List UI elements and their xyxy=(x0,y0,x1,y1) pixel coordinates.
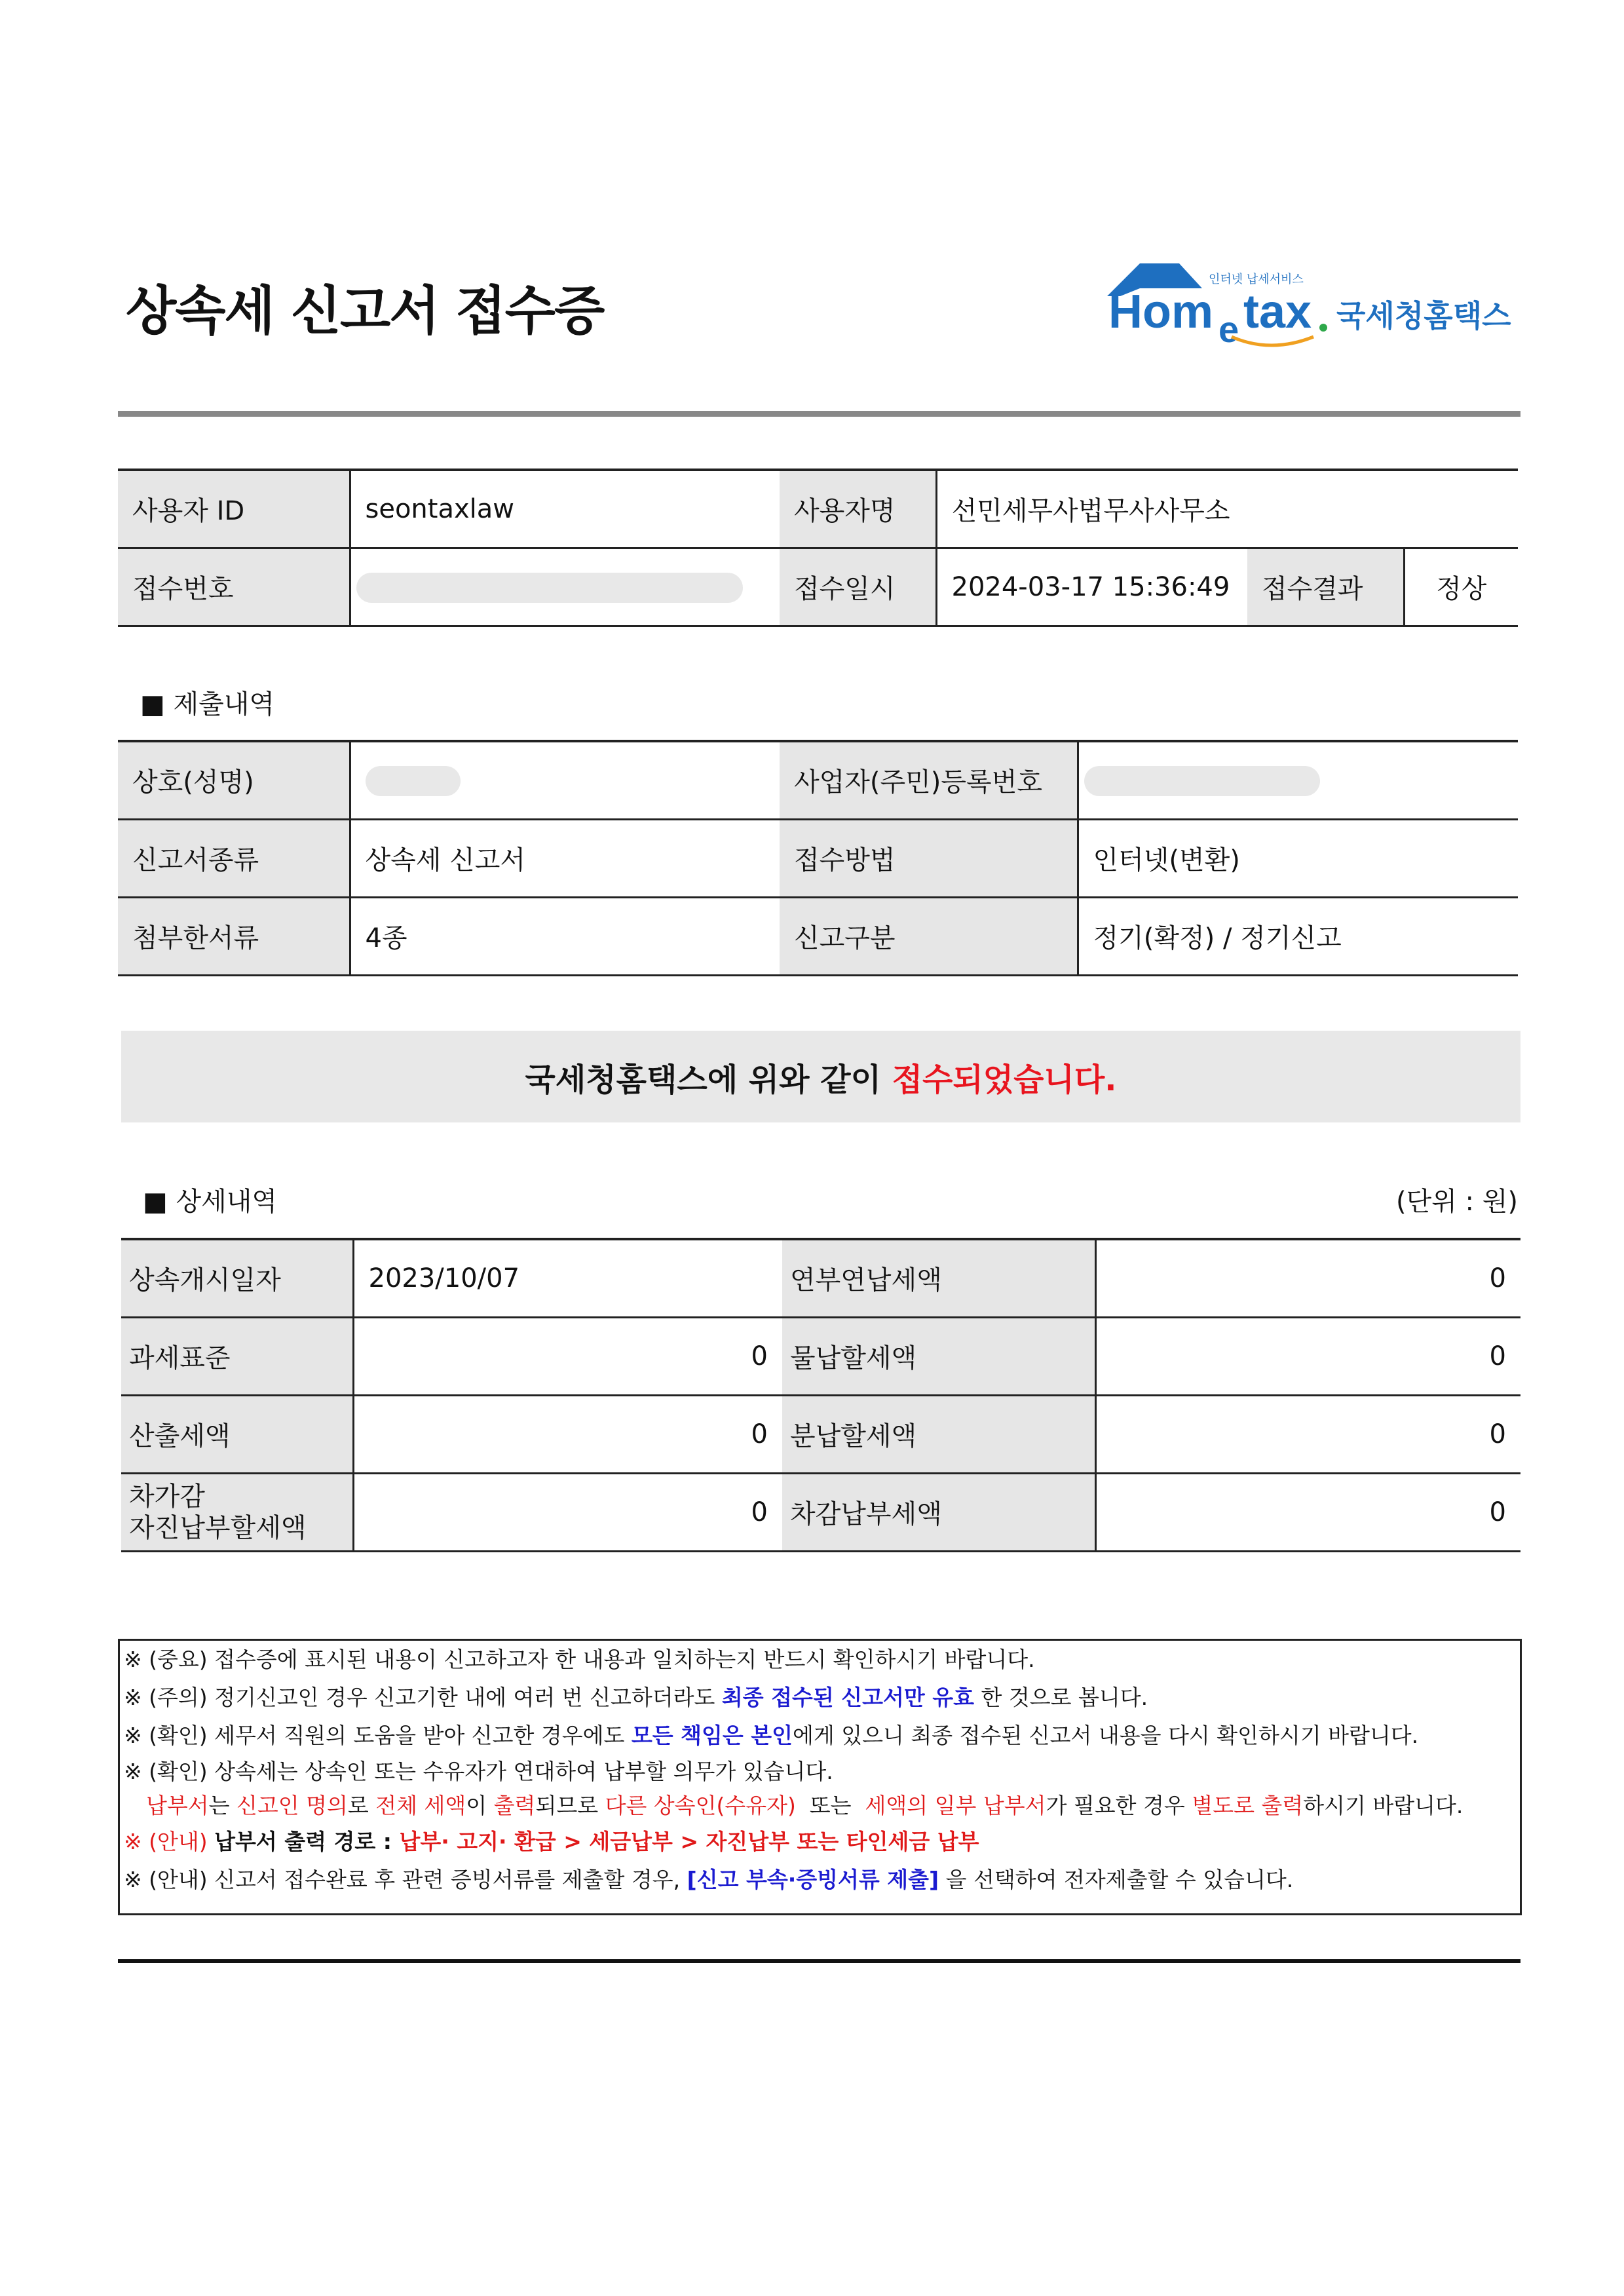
self-pay-tax-label xyxy=(121,1473,353,1551)
note-confirm-2: ※ (확인) 상속세는 상속인 또는 수유자가 연대하여 납부할 의무가 있습니다. xyxy=(124,1759,833,1784)
tax-base-value: 0 xyxy=(353,1317,782,1395)
method-value: 인터넷(변환) xyxy=(1078,819,1518,897)
user-id-value: seontaxlaw xyxy=(350,470,780,548)
note-payment-slip-part: 이 xyxy=(466,1793,494,1818)
net-pay-tax-value: 0 xyxy=(1095,1473,1520,1551)
tax-base-label: 과세표준 xyxy=(121,1317,353,1395)
note-caution xyxy=(120,1679,1520,1717)
unit-label: (단위 : 원) xyxy=(1395,1187,1518,1217)
category-value: 정기(확정) / 정기신고 xyxy=(1078,897,1518,975)
note-payment-slip-part: 별도로 출력 xyxy=(1192,1793,1304,1818)
note-confirm-1-end: 에게 있으니 최종 접수된 신고서 내용을 다시 확인하시기 바랍니다. xyxy=(793,1723,1419,1748)
note-payment-slip-part: 출력 xyxy=(493,1793,536,1818)
note-evidence xyxy=(120,1861,1520,1899)
submission-heading: ■ 제출내역 xyxy=(140,689,275,719)
note-payment-slip-part: 로 xyxy=(347,1793,376,1818)
svg-text:tax: tax xyxy=(1243,286,1312,338)
redacted-name xyxy=(366,766,461,796)
user-name-label: 사용자명 xyxy=(780,470,936,548)
banner-text: 국세청홈택스에 위와 같이 xyxy=(525,1061,892,1098)
note-payment-slip-part: 는 xyxy=(208,1793,237,1818)
note-confirm-1-highlight: 모든 책임은 본인 xyxy=(631,1723,793,1748)
note-evidence-end: 을 선택하여 전자제출할 수 있습니다. xyxy=(939,1867,1294,1892)
form-type-label: 신고서종류 xyxy=(118,819,350,897)
calculated-tax-value: 0 xyxy=(353,1395,782,1473)
self-pay-tax-label-line2: 자진납부할세액 xyxy=(129,1512,307,1543)
reg-no-label: 사업자(주민)등록번호 xyxy=(780,741,1078,819)
user-id-label: 사용자 ID xyxy=(118,470,350,548)
receipt-date-value: 2024-03-17 15:36:49 xyxy=(936,548,1247,626)
method-label: 접수방법 xyxy=(780,819,1078,897)
attach-label: 첨부한서류 xyxy=(118,897,350,975)
note-print-path-prefix: ※ (안내) xyxy=(124,1829,215,1854)
note-evidence-text: ※ (안내) 신고서 접수완료 후 관련 증빙서류를 제출할 경우, xyxy=(124,1867,687,1892)
receipt-date-label: 접수일시 xyxy=(780,548,936,626)
svg-text:Hom: Hom xyxy=(1108,286,1213,338)
in-kind-tax-value: 0 xyxy=(1095,1317,1520,1395)
user-name-value: 선민세무사법무사사무소 xyxy=(936,470,1518,548)
redacted-reg-no xyxy=(1084,766,1320,796)
category-label: 신고구분 xyxy=(780,897,1078,975)
split-tax-value: 0 xyxy=(1095,1395,1520,1473)
footer-divider xyxy=(118,1959,1520,1963)
attach-value: 4종 xyxy=(350,897,780,975)
inherit-date-label: 상속개시일자 xyxy=(121,1239,353,1317)
receipt-no-label: 접수번호 xyxy=(118,548,350,626)
banner-highlight: 접수되었습니다. xyxy=(892,1061,1117,1098)
user-info-table xyxy=(118,469,1518,627)
svg-text:e: e xyxy=(1218,309,1239,350)
note-payment-slip-part: 다른 상속인(수유자) xyxy=(605,1793,796,1818)
result-label: 접수결과 xyxy=(1247,548,1404,626)
submission-table xyxy=(118,740,1518,976)
note-payment-slip-part: 신고인 명의 xyxy=(236,1793,348,1818)
svg-text:국세청홈택스: 국세청홈택스 xyxy=(1336,298,1511,334)
result-value: 정상 xyxy=(1404,548,1518,626)
note-payment-slip-part: 납부서 xyxy=(146,1793,209,1818)
note-print-path-value: 납부· 고지· 환급 > 세금납부 > 자진납부 또는 타인세금 납부 xyxy=(399,1829,979,1854)
in-kind-tax-label: 물납할세액 xyxy=(782,1317,1095,1395)
split-tax-label: 분납할세액 xyxy=(782,1395,1095,1473)
installment-tax-value: 0 xyxy=(1095,1239,1520,1317)
note-print-path xyxy=(120,1823,1520,1861)
note-payment-slip-part: 또는 xyxy=(795,1793,865,1818)
receipt-no-value xyxy=(350,548,780,626)
name-value xyxy=(350,741,780,819)
note-payment-slip-part: 세액의 일부 납부서 xyxy=(865,1793,1046,1818)
inherit-date-value: 2023/10/07 xyxy=(353,1239,782,1317)
note-confirm-1-text: ※ (확인) 세무서 직원의 도움을 받아 신고한 경우에도 xyxy=(124,1723,632,1748)
note-important: ※ (중요) 접수증에 표시된 내용이 신고하고자 한 내용과 일치하는지 반드시 확인하시기 바랍니다. xyxy=(124,1647,1035,1672)
note-confirm-1 xyxy=(120,1717,1520,1755)
installment-tax-label: 연부연납세액 xyxy=(782,1239,1095,1317)
note-payment-slip-part: 가 필요한 경우 xyxy=(1046,1793,1192,1818)
form-type-value: 상속세 신고서 xyxy=(350,819,780,897)
note-caution-end: 한 것으로 봅니다. xyxy=(974,1685,1148,1710)
reg-no-value xyxy=(1078,741,1518,819)
hometax-logo xyxy=(1101,256,1533,354)
note-caution-highlight: 최종 접수된 신고서만 유효 xyxy=(721,1685,975,1710)
self-pay-tax-value: 0 xyxy=(353,1473,782,1551)
detail-table xyxy=(121,1238,1520,1552)
note-payment-slip-part: 전체 세액 xyxy=(375,1793,466,1818)
self-pay-tax-label-line1: 차가감 xyxy=(129,1481,205,1512)
note-caution-text: ※ (주의) 정기신고인 경우 신고기한 내에 여러 번 신고하더라도 xyxy=(124,1685,722,1710)
page-title: 상속세 신고서 접수증 xyxy=(126,280,604,341)
detail-heading: ■ 상세내역 xyxy=(143,1187,278,1217)
calculated-tax-label: 산출세액 xyxy=(121,1395,353,1473)
note-payment-slip-part: 하시기 바랍니다. xyxy=(1303,1793,1463,1818)
receipt-banner xyxy=(121,1031,1520,1122)
note-evidence-link: [신고 부속·증빙서류 제출] xyxy=(687,1867,939,1892)
notes-box xyxy=(118,1639,1522,1915)
header-divider xyxy=(118,411,1520,417)
svg-text:인터넷 납세서비스: 인터넷 납세서비스 xyxy=(1209,273,1304,286)
note-payment-slip-part: 되므로 xyxy=(535,1793,605,1818)
note-payment-slip xyxy=(120,1789,1520,1823)
net-pay-tax-label: 차감납부세액 xyxy=(782,1473,1095,1551)
name-label: 상호(성명) xyxy=(118,741,350,819)
redacted-receipt-no xyxy=(356,573,743,603)
note-print-path-label: 납부서 출력 경로 : xyxy=(214,1829,400,1854)
